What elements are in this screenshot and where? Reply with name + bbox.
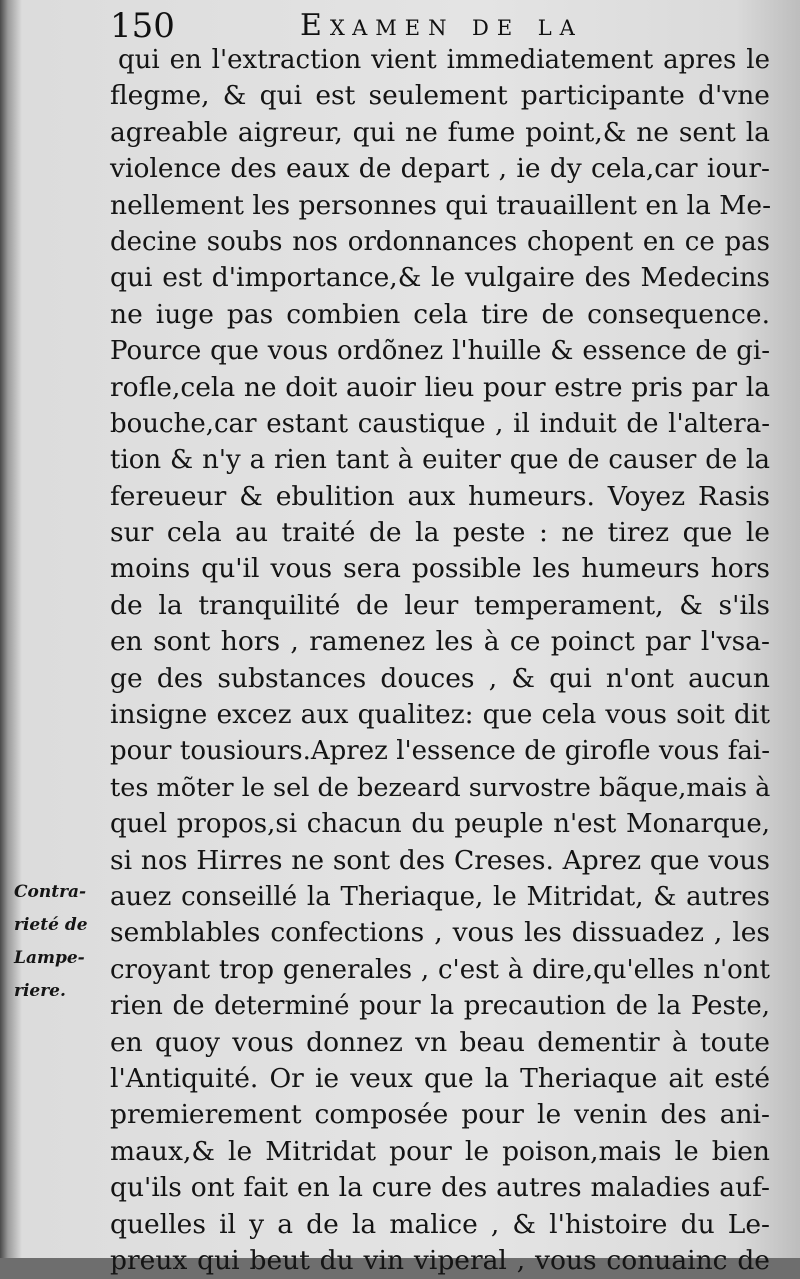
text-line: moins qu'il vous sera possible les humeurs hors: [110, 553, 770, 585]
text-line: sur cela au traité de la peste : ne tirez que le: [110, 517, 770, 549]
text-line: rien de determiné pour la precaution de la Peste,: [110, 991, 770, 1022]
text-line: qui est d'importance,& le vulgaire des Medecins: [110, 262, 770, 294]
text-line: tes mõter le sel de bezeard survostre bãque,mais à: [110, 772, 771, 803]
text-line: quel propos,si chacun du peuple n'est Monarque,: [110, 809, 770, 840]
text-line: premierement composée pour le venin des ani-: [110, 1099, 770, 1131]
text-line: bouche,car estant caustique , il induit de l'altera-: [110, 408, 770, 439]
text-line: en quoy vous donnez vn beau dementir à toute: [110, 1026, 770, 1058]
text-line: croyant trop generales , c'est à dire,qu'elles n'ont: [110, 954, 770, 985]
text-line: ne iuge pas combien cela tire de consequence.: [110, 298, 770, 330]
text-line: ge des substances douces , & qui n'ont aucun: [110, 662, 770, 694]
text-line: fereueur & ebulition aux humeurs. Voyez Rasis: [110, 480, 770, 512]
text-line: quelles il y a de la malice , & l'histoire du Le-: [110, 1208, 770, 1240]
text-line: l'Antiquité. Or ie veux que la Theriaque ait esté: [110, 1062, 770, 1094]
text-line: si nos Hirres ne sont des Creses. Aprez que vous: [110, 844, 770, 876]
text-line: flegme, & qui est seulement participante d'vne: [110, 80, 770, 112]
page-number: 150: [110, 6, 175, 46]
text-line: insigne excez aux qualitez: que cela vous soit dit: [110, 699, 770, 731]
text-line: maux,& le Mitridat pour le poison,mais le bien: [110, 1135, 770, 1167]
text-line: preux qui beut du vin viperal , vous conuainc de: [110, 1244, 770, 1276]
margin-note-line: riere.: [14, 981, 66, 1001]
text-line: decine soubs nos ordonnances chopent en ce pas: [110, 226, 770, 257]
text-line: pour tousiours.Aprez l'essence de girofle vous fai-: [110, 736, 770, 767]
text-line: Pource que vous ordõnez l'huille & essence de gi-: [110, 336, 770, 367]
text-line: tion & n'y a rien tant à euiter que de causer de la: [110, 445, 770, 476]
text-line: qui en l'extraction vient immediatement apres le: [118, 45, 770, 75]
text-line: agreable aigreur, qui ne fume point,& ne sent la: [110, 116, 770, 148]
text-line: rofle,cela ne doit auoir lieu pour estre pris par la: [110, 371, 770, 403]
margin-note-line: Contra-: [14, 882, 87, 902]
running-head: Examen de la: [300, 8, 583, 43]
text-line: nellement les personnes qui trauaillent en la Me-: [110, 189, 772, 221]
text-line: de la tranquilité de leur temperament, & s'ils: [110, 589, 770, 621]
text-line: qu'ils ont fait en la cure des autres maladies auf-: [110, 1172, 770, 1204]
margin-note: [14, 876, 106, 1008]
text-line: en sont hors , ramenez les à ce poinct par l'vsa-: [110, 626, 770, 658]
text-line: violence des eaux de depart , ie dy cela,car iour-: [110, 153, 770, 185]
margin-note-line: rieté de: [14, 915, 88, 935]
text-line: auez conseillé la Theriaque, le Mitridat, & autres: [110, 881, 770, 912]
body-text: [110, 42, 770, 1279]
text-line: semblables confections , vous les dissuadez , les: [110, 917, 770, 949]
margin-note-line: Lampe-: [14, 948, 85, 968]
